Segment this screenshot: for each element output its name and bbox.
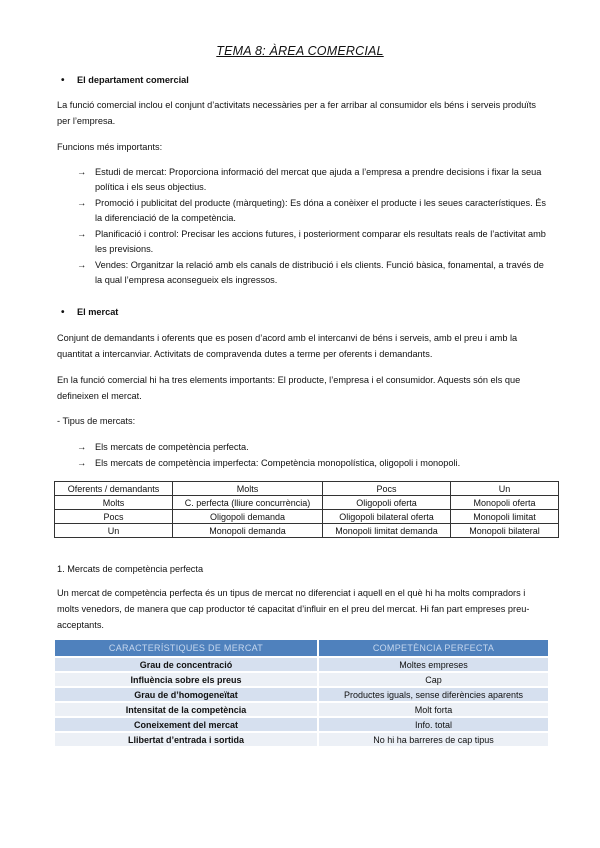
functions-label: Funcions més importants: xyxy=(57,142,163,152)
section-heading-text: El departament comercial xyxy=(77,75,189,85)
table-cell: Llibertat d’entrada i sortida xyxy=(55,733,317,746)
table-row xyxy=(55,718,548,731)
table-header-cell: Molts xyxy=(173,482,323,496)
table-cell: Influència sobre els preus xyxy=(55,673,317,686)
table-cell: Coneixement del mercat xyxy=(55,718,317,731)
section-heading-departament xyxy=(61,75,189,86)
table-cell: Oligopoli bilateral oferta xyxy=(323,510,451,524)
table-cell: Molt forta xyxy=(319,703,548,716)
table-cell: Monopoli bilateral xyxy=(451,524,559,538)
table-header-cell: Oferents / demandants xyxy=(55,482,173,496)
mercat-paragraph-1: Conjunt de demandants i oferents que es posen d’acord amb el intercanvi de béns i serveis, amb el preu i amb la quantitat a intercanviar. Activitats de compravenda dutes a terme per oferents i demandants. xyxy=(57,333,518,359)
table-cell: Monopoli demanda xyxy=(173,524,323,538)
table-cell: Monopoli limitat xyxy=(451,510,559,524)
types-list xyxy=(77,440,549,472)
list-item: → Promoció i publicitat del producte (màrqueting): Es dóna a conèixer el producte i les seues característiques. És la diferenciació de la competència. xyxy=(77,198,546,223)
table-cell: Oligopoli oferta xyxy=(323,496,451,510)
arrow-right-icon: → xyxy=(77,458,87,468)
table-cell: Monopoli limitat demanda xyxy=(323,524,451,538)
table-row xyxy=(55,496,559,510)
page-title: TEMA 8: ÀREA COMERCIAL xyxy=(216,44,384,58)
section-heading-mercat xyxy=(61,307,119,318)
bullet-icon: • xyxy=(61,75,65,86)
mercat-paragraph-2: En la funció comercial hi ha tres elements importants: El producte, l’empresa i el consumidor. Aquests són els que defineixen el mercat. xyxy=(57,375,521,401)
table-row xyxy=(55,703,548,716)
list-item: → Els mercats de competència imperfecta: Competència monopolística, oligopoli i monopoli. xyxy=(77,456,549,471)
table-cell: Moltes empreses xyxy=(319,658,548,671)
table-row xyxy=(55,673,548,686)
table-cell: Pocs xyxy=(55,510,173,524)
intro-paragraph: La funció comercial inclou el conjunt d’activitats necessàries per a fer arribar al consumidor els béns i serveis produïts per l’empresa. xyxy=(57,100,536,126)
table-header-cell: CARACTERÍSTIQUES DE MERCAT xyxy=(55,640,317,656)
table-cell: Grau de concentració xyxy=(55,658,317,671)
characteristics-table xyxy=(53,638,550,748)
table-header-cell: Pocs xyxy=(323,482,451,496)
table-cell: Intensitat de la competència xyxy=(55,703,317,716)
arrow-right-icon: → xyxy=(77,260,87,270)
section-heading-competencia: 1. Mercats de competència perfecta xyxy=(57,564,204,574)
table-cell: Un xyxy=(55,524,173,538)
table-header-row xyxy=(55,482,559,496)
table-header-row xyxy=(55,640,548,656)
list-item: → Els mercats de competència perfecta. xyxy=(77,440,549,455)
table-cell: Oligopoli demanda xyxy=(173,510,323,524)
competencia-paragraph: Un mercat de competència perfecta és un tipus de mercat no diferenciat i aquell en el què hi ha molts compradors i molts venedors, de manera que cap productor té capacitat d’influir en el preu del mercat. Hi fan part empreses preu-acceptants. xyxy=(57,588,530,630)
table-row xyxy=(55,524,559,538)
table-header-cell: COMPETÈNCIA PERFECTA xyxy=(319,640,548,656)
table-cell: Cap xyxy=(319,673,548,686)
table-row xyxy=(55,688,548,701)
list-item: → Vendes: Organitzar la relació amb els canals de distribució i els clients. Funció bàsica, fonamental, a través de la qual l’empresa aconsegueix els ingressos. xyxy=(77,260,544,285)
table-cell: Grau de d’homogeneïtat xyxy=(55,688,317,701)
bullet-icon: • xyxy=(61,307,65,318)
table-cell: Productes iguals, sense diferències aparents xyxy=(319,688,548,701)
table-row xyxy=(55,510,559,524)
list-item: → Estudi de mercat: Proporciona informació del mercat que ajuda a l’empresa a prendre decisions i fixar la seua política i els seus objectius. xyxy=(77,167,542,192)
table-cell: No hi ha barreres de cap tipus xyxy=(319,733,548,746)
section-heading-text: El mercat xyxy=(77,307,119,317)
table-header-cell: Un xyxy=(451,482,559,496)
arrow-right-icon: → xyxy=(77,167,87,177)
market-types-table xyxy=(54,481,559,538)
arrow-right-icon: → xyxy=(77,442,87,452)
table-cell: Info. total xyxy=(319,718,548,731)
table-cell: Monopoli oferta xyxy=(451,496,559,510)
table-cell: C. perfecta (lliure concurrència) xyxy=(173,496,323,510)
arrow-right-icon: → xyxy=(77,229,87,239)
table-cell: Molts xyxy=(55,496,173,510)
functions-list xyxy=(77,165,549,289)
arrow-right-icon: → xyxy=(77,198,87,208)
table-row xyxy=(55,658,548,671)
table-row xyxy=(55,733,548,746)
list-item: → Planificació i control: Precisar les accions futures, i posteriorment comparar els resultats reals de l’activitat amb les previsions. xyxy=(77,229,546,254)
types-label: - Tipus de mercats: xyxy=(57,416,136,426)
